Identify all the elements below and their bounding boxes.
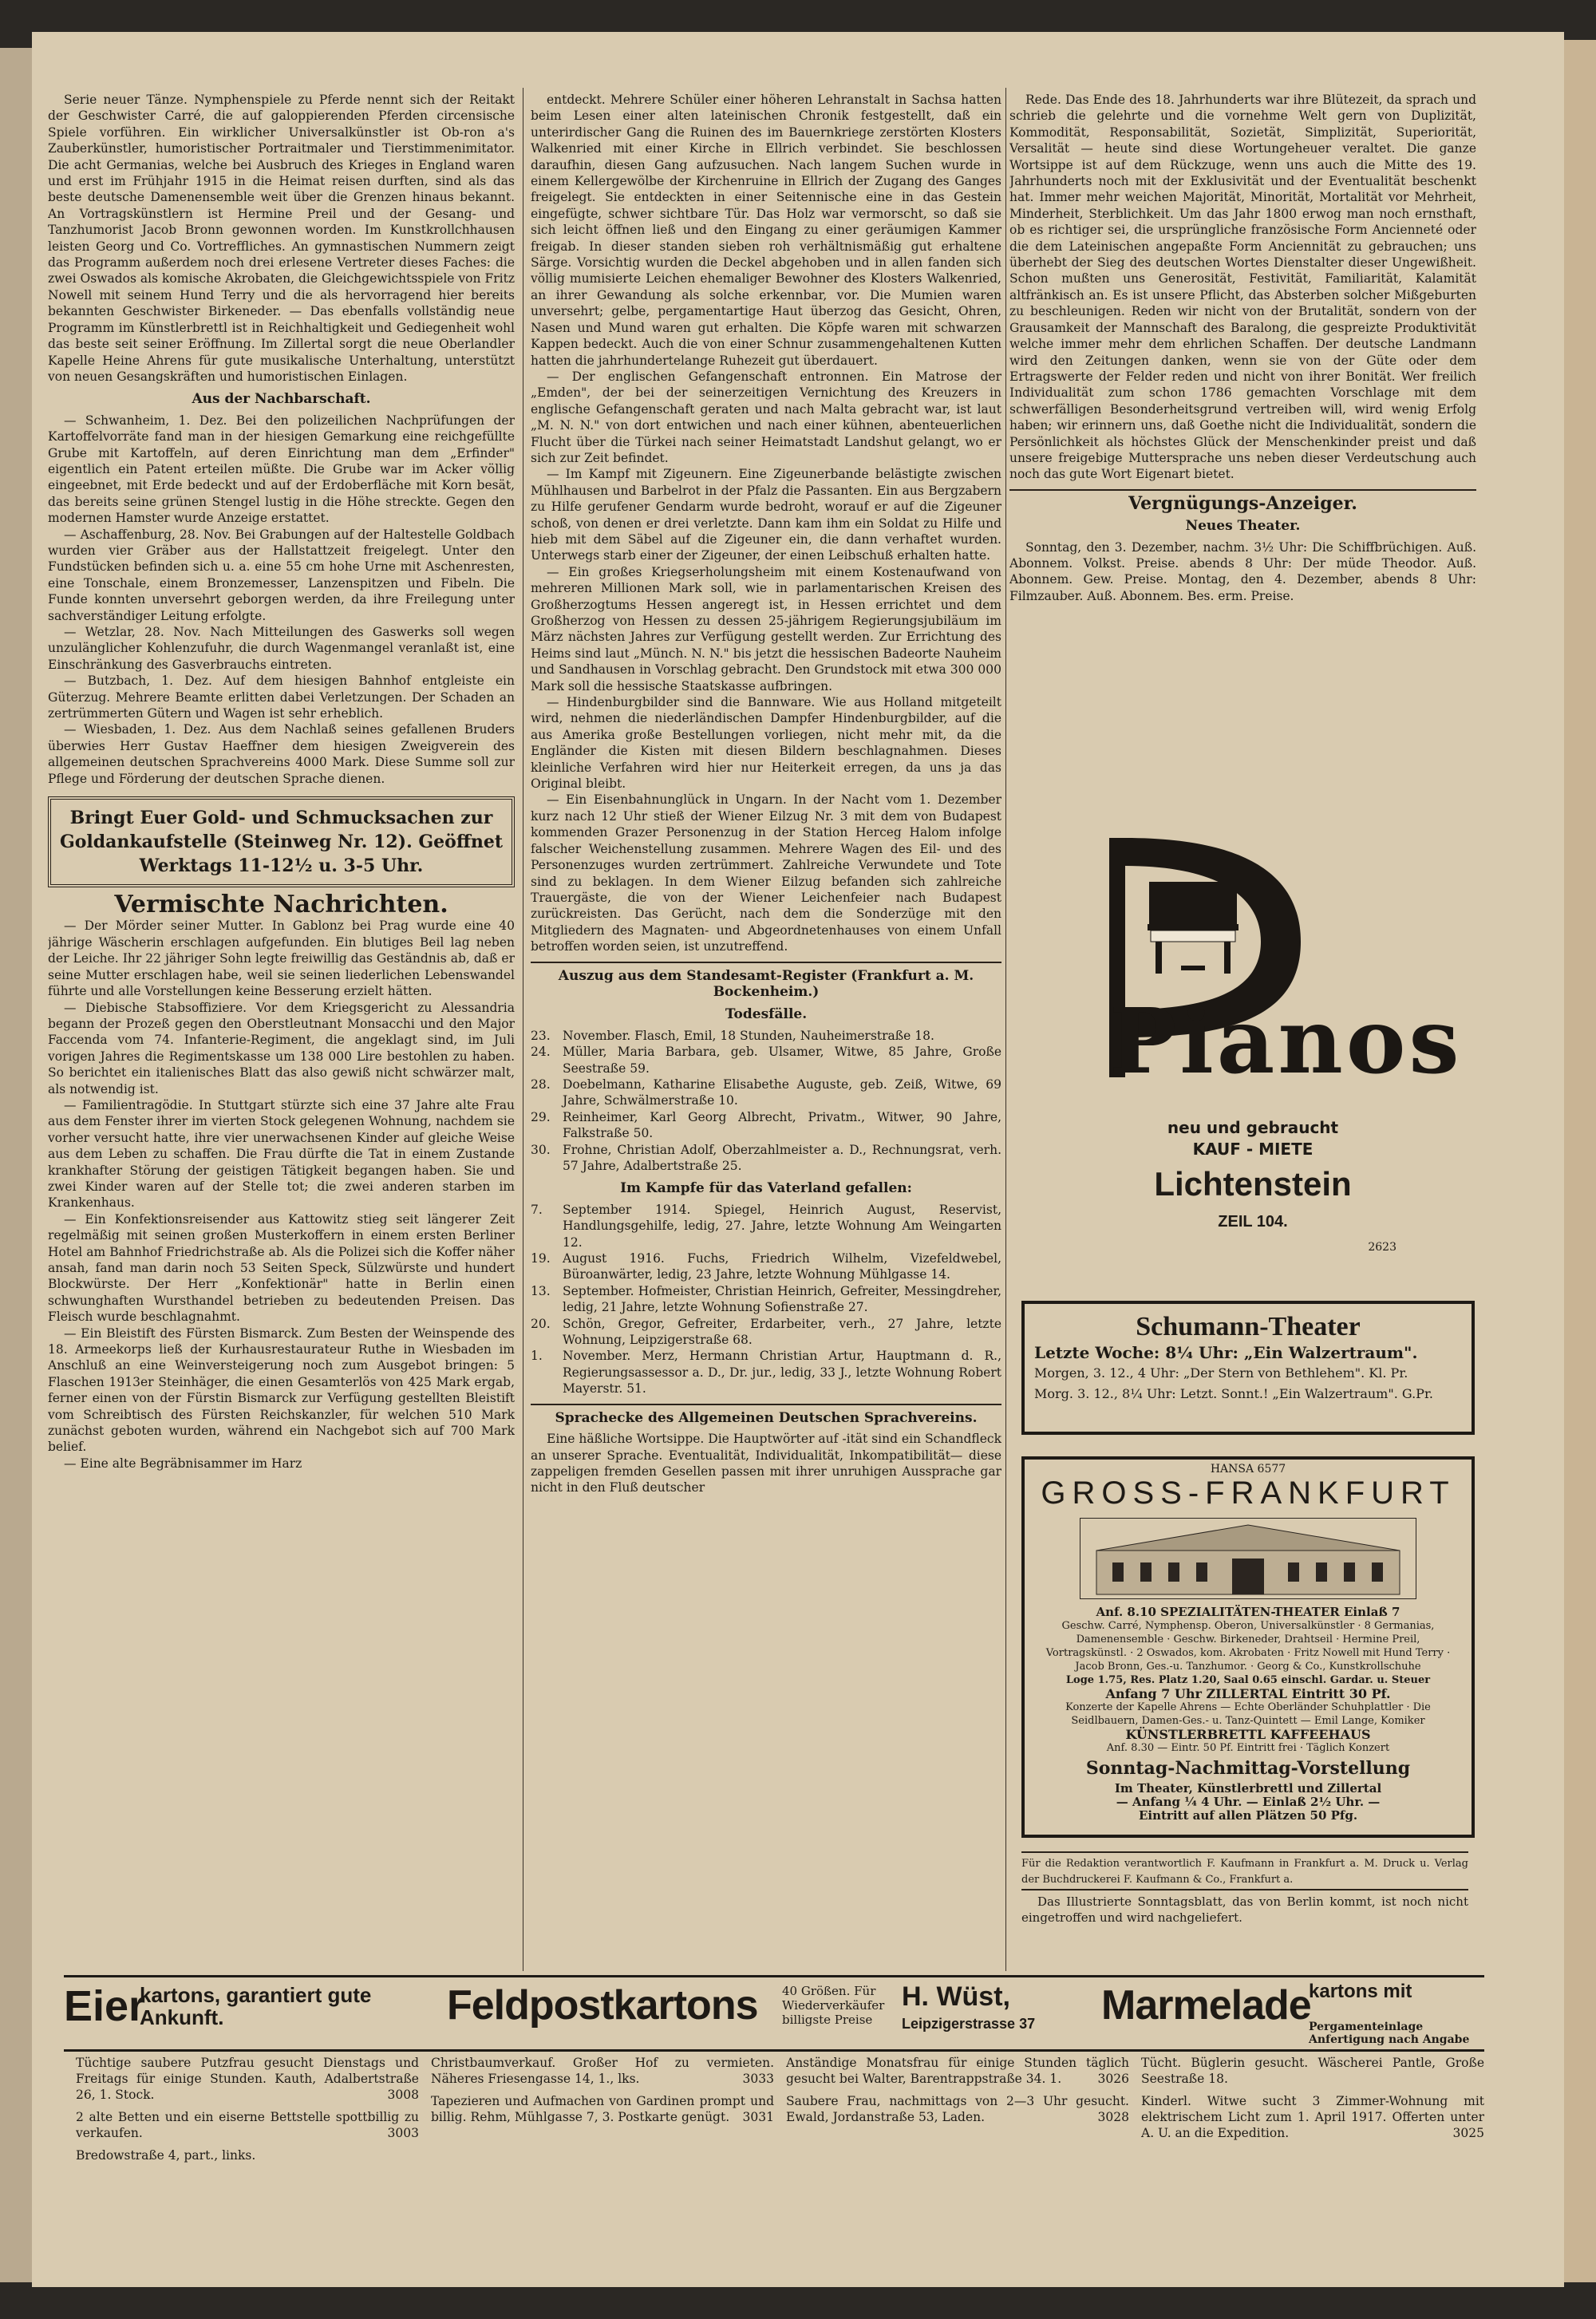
article-text: — Ein Eisenbahnunglück in Ungarn. In der Nacht vom 1. Dezember kurz nach 12 Uhr stieß der Wiener Eilzug Nr. 3 mit dem von Budapest kommenden Grazer Personenzug in der Station Herceg Halom infolge falscher Weichenstellung zusammen. Mehrere Wagen des Eil- und des Personenzuges wurden zertrümmert. Zahlreiche Verwundete und Tote sind zu beklagen. In dem Wiener Eilzug befanden sich zahlreiche Trauergäste, die von der Wiener Leichenfeier nach Budapest zurückreisten. Das Gerücht, nach dem die Sonderzüge mit den Mitgliedern des Magnaten- und Abgeordnetenhauses von einem Unfall betroffen worden seien, ist unzutreffend. — [531, 792, 1001, 954]
ad-title: Schumann-Theater — [1136, 1312, 1361, 1341]
ad-highlight: Sonntag-Nachmittag-Vorstellung — [1085, 1758, 1411, 1779]
classified-text: Tapezieren und Aufmachen von Gardinen prompt und billig. Rehm, Mühlgasse 7, 3. Postkarte genügt. — [431, 2094, 774, 2124]
kartons-text-2: kartons mit — [1309, 1981, 1412, 2002]
article-text: — Ein großes Kriegserholungsheim mit einem Kostenaufwand von mehreren Millionen Mark soll, wie in parlamentarischen Kreisen des Großherzogtums Hessen angeregt ist, in Hessen errichtet und dem Großherzog von Hessen zu dessen 25-jährigem Regierungsjubiläum im März nächsten Jahres zur Verfügung gestellt werden. Zur Errichtung des Heims sind laut „Münch. N. N." bis jetzt die hessischen Badeorte Nauheim und Sandhausen in Vorschlag gebracht. Den Grundstock mit etwa 300 000 Mark soll die hessische Staatskasse aufbringen. — [531, 564, 1001, 693]
eier-word: Eier — [64, 1982, 146, 2030]
list-item — [531, 1348, 1001, 1397]
list-date: 24. — [531, 1045, 551, 1060]
list-item — [531, 1316, 1001, 1349]
classified-text: Tücht. Büglerin gesucht. Wäscherei Pantle, Große Seestraße 18. — [1141, 2056, 1484, 2086]
ad-number: 3033 — [742, 2072, 774, 2086]
section-heading: Im Kampfe für das Vaterland gefallen: — [620, 1180, 912, 1197]
fallen-list — [531, 1202, 1001, 1397]
piano-line: neu und gebraucht — [1167, 1118, 1339, 1137]
article-text: — Der Mörder seiner Mutter. In Gablonz bei Prag wurde eine 40 jährige Wäscherin erschlagen aufgefunden. Ein blutiges Beil lag neben der Leiche. Ihr 22 jähriger Sohn legte freiwillig das Geständnis ab, daß er seine Mutter erschlagen habe, weil sie seinen liederlichen Lebenswandel führte und alle Vorstellungen keine Besserung erzielt hätten. — [48, 919, 515, 999]
list-text: Frohne, Christian Adolf, Oberzahlmeister a. D., Rechnungsrat, verh. 57 Jahre, Adalbertstraße 25. — [563, 1142, 1001, 1173]
classified-text: Christbaumverkauf. Großer Hof zu vermieten. Näheres Friesengasse 14, 1., lks. — [431, 2056, 774, 2086]
list-date: 30. — [531, 1142, 551, 1157]
article-text: Das Illustrierte Sonntagsblatt, das von Berlin kommt, ist noch nicht eingetroffen und wird nachgeliefert. — [1021, 1889, 1468, 1926]
marmelade-word: Marmelade — [1101, 1982, 1311, 2029]
section-heading: Auszug aus dem Standesamt-Register (Frankfurt a. M. Bockenheim.) — [531, 962, 1001, 1001]
left-page-edge — [0, 48, 32, 2282]
kartons-text: kartons, garantiert gute Ankunft. — [140, 1983, 372, 2029]
list-date: 28. — [531, 1077, 551, 1092]
classified-text: Tüchtige saubere Putzfrau gesucht Dienstags und Freitags für einige Stunden. Kauth, Adalbertstraße 26, 1. Stock. — [76, 2056, 419, 2102]
ad-line: — Anfang ¼ 4 Uhr. — Einlaß 2½ Uhr. — — [1116, 1795, 1381, 1809]
classified-block — [76, 2055, 419, 2238]
list-text: November. Merz, Hermann Christian Artur, Hauptmann d. R., Regierungsassessor a. D., Dr. jur., ledig, 33 J., letzte Wohnung Robert Mayerstr. 51. — [563, 1349, 1001, 1397]
piano-line: KAUF - MIETE — [1192, 1140, 1314, 1159]
section-heading: Vergnügungs-Anzeiger. — [1009, 489, 1476, 512]
section-heading: Neues Theater. — [1185, 518, 1301, 535]
column-rule — [1005, 88, 1006, 1971]
ad-line: Anf. 8.30 — Eintr. 50 Pf. Eintritt frei · Täglich Konzert — [1106, 1742, 1390, 1754]
classified-ad — [431, 2055, 774, 2087]
ad-line: Anf. 8.10 SPEZIALITÄTEN-THEATER Einlaß 7 — [1096, 1605, 1400, 1619]
article-text: — Wetzlar, 28. Nov. Nach Mitteilungen des Gaswerks soll wegen unzulänglicher Kohlenzufuhr, die durch Wagenmangel veranlaßt ist, eine Einschränkung des Gasverbrauchs eintreten. — [48, 625, 515, 672]
classified-ad — [431, 2093, 774, 2125]
list-item — [531, 1202, 1001, 1250]
article-text: Rede. Das Ende des 18. Jahrhunderts war ihre Blütezeit, da sprach und schrieb die gelehrte und die vornehme Welt gern von Duplizität, Kommodität, Responsabilität, Sozietät, Simplizität, Superiorität, Versalität — heute sind diese Wortungeheuer veraltet. Die ganze Wortsippe ist auf dem Rückzuge, wenn uns auch die Mitte des 19. Jahrhunderts noch mit der Exklusivität und der Eventualität beschenkt hat. Immer mehr weichen Majorität, Minorität, Mortalität vor Mehrheit, Minderheit, Sterblichkeit. Um das Jahr 1800 erwog man noch ernsthaft, ob es richtiger sei, die ursprüngliche französische Form Ancienneté oder die dem Lateinischen angepaßte Form Anciennität zu gebrauchen; uns überhebt der Sieg des deutschen Wortes Dienstalter dieser Ungewißheit. Schon mußten uns Generosität, Festivität, Familiarität, Kalamität altfränkisch an. Es ist unsere Pflicht, das Absterben solcher Mißgeburten zu beschleunigen. Reden wir nicht von der Brutalität, sondern von der Grausamkeit der Mannschaft des Baralong, die gespreizte Produktivität welche immer mehr dem ehrlichen Schaffen. Der deutsche Landmann wird den Zeitungen danken, wenn sie von der Güte oder dem Ertragswerte der Felder reden und nicht von ihrer Bonität. Wer freilich Individualität zum schon 1786 gemachten Vorschlage mit dem schwerfälligen Besonderheitsgrund vertreiben will, wird wenig Erfolg haben; wir erinnern uns, daß Goethe nicht die Individualität, sondern die Persönlichkeit als höchstes Glück der Menschenkinder preist und daß unsere freigebige Muttersprache uns neben dieser Verdeutschung auch noch das gute Wort Eigenart bietet. — [1009, 93, 1476, 482]
ad-number: 3026 — [1097, 2072, 1129, 2086]
piano-wordmark: Pianos — [1109, 990, 1463, 1094]
ad-number: 3031 — [742, 2110, 774, 2124]
ad-number: 3008 — [387, 2088, 419, 2102]
piano-address: ZEIL 104. — [1218, 1213, 1288, 1231]
column-1 — [48, 92, 515, 1967]
building-illustration — [1080, 1518, 1416, 1599]
column-2 — [531, 92, 1001, 1967]
article-text: — Ein Bleistift des Fürsten Bismarck. Zum Besten der Weinspende des 18. Armeekorps ließ der Kurhausrestaurateur Ruthe in Wiesbaden im Anschluß an eine Weinversteigerung noch zum Ausgebot bringen: 5 Flaschen 1913er Steinhäger, die einen Gesamterlös von 425 Mark ergab, ferner einen von der Fürstin Bismarck zur Verfügung gestellten Bleistift vom Schreibtisch des Fürsten Reichskanzler, für welchen 510 Mark zunächst geboten wurden, während ein Nachgebot sich auf 700 Mark belief. — [48, 1325, 515, 1455]
article-text: — Der englischen Gefangenschaft entronnen. Ein Matrose der „Emden", der bei der seinerzeitigen Vernichtung des Kreuzers in englische Gefangenschaft geraten und nach Malta gebracht war, ist laut „M. N. N." von dort entwichen und nach einer kühnen, abenteuerlichen Flucht über die Türkei nach seiner Heimatstadt Landshut gelangt, wo er sich zur Zeit befindet. — [531, 369, 1001, 465]
section-heading: Vermischte Nachrichten. — [114, 891, 448, 919]
list-text: September 1914. Spiegel, Heinrich August, Reservist, Handlungsgehilfe, ledig, 27. Jahre, letzte Wohnung Am Weingarten 12. — [563, 1202, 1001, 1250]
piano-advertisement — [1061, 822, 1463, 1254]
classified-text: Bredowstraße 4, part., links. — [76, 2148, 256, 2163]
list-text: August 1916. Fuchs, Friedrich Wilhelm, Vizefeldwebel, Büroanwärter, ledig, 23 Jahre, letzte Wohnung Mühlgasse 14. — [563, 1251, 1001, 1282]
classified-text: Anständige Monatsfrau für einige Stunden täglich gesucht bei Walter, Barentrappstraße 34. 1. — [786, 2056, 1129, 2086]
ad-title: GROSS-FRANKFURT — [1041, 1476, 1456, 1511]
piano-subtitle — [1061, 1117, 1444, 1160]
list-date: 7. — [531, 1202, 543, 1217]
article-text: — Im Kampf mit Zigeunern. Eine Zigeunerbande belästigte zwischen Mühlhausen und Barbelrot in der Pfalz die Passanten. Ein aus Bergzabern zu Hilfe gerufener Gendarm wurde bedroht, worauf er auf die Zigeuner schoß, von denen er drei verletzte. Dann kam ihm ein Soldat zu Hilfe und hieb mit dem Säbel auf die Zigeuner ein, die dann verhaftet wurden. Unterwegs starb einer der Zigeuner, der einen Leibschuß erhalten hatte. — [531, 467, 1001, 563]
classified-ad — [1141, 2093, 1484, 2141]
death-list — [531, 1028, 1001, 1175]
ad-line: Loge 1.75, Res. Platz 1.20, Saal 0.65 einschl. Gardar. u. Steuer — [1065, 1674, 1431, 1686]
ad-line: Morgen, 3. 12., 4 Uhr: „Der Stern von Bethlehem". Kl. Pr. — [1034, 1365, 1408, 1381]
list-text: Schön, Gregor, Gefreiter, Erdarbeiter, verh., 27 Jahre, letzte Wohnung, Leipzigerstraße 68. — [563, 1316, 1001, 1348]
list-text: November. Flasch, Emil, 18 Stunden, Nauheimerstraße 18. — [563, 1028, 934, 1043]
classified-ad — [76, 2147, 419, 2163]
article-text: — Butzbach, 1. Dez. Auf dem hiesigen Bahnhof entgleiste ein Güterzug. Mehrere Beamte erlitten dabei Verletzungen. Der Schaden an zertrümmerten Gütern und Wagen ist sehr erheblich. — [48, 674, 515, 721]
classified-text: Saubere Frau, nachmittags von 2—3 Uhr gesucht. Ewald, Jordanstraße 53, Laden. — [786, 2094, 1129, 2124]
list-date: 29. — [531, 1109, 551, 1124]
ad-number: 3028 — [1097, 2110, 1129, 2124]
classified-block — [1141, 2055, 1484, 2238]
classified-ad — [76, 2055, 419, 2103]
ad-number: 3003 — [387, 2126, 419, 2140]
impressum: Für die Redaktion verantwortlich F. Kaufmann in Frankfurt a. M. Druck u. Verlag der Buchdruckerei F. Kaufmann & Co., Frankfurt a. — [1021, 1851, 1468, 1889]
list-text: Reinheimer, Karl Georg Albrecht, Privatm., Witwer, 90 Jahre, Falkstraße 50. — [563, 1109, 1001, 1141]
company-name: H. Wüst, — [902, 1981, 1010, 2012]
classified-ad — [786, 2093, 1129, 2125]
ad-line: Konzerte der Kapelle Ahrens — Echte Oberländer Schuhplattler · Die Seidlbauern, Damen-Ges.- u. Tanz-Quintett — Emil Lange, Komiker — [1065, 1701, 1431, 1727]
list-date: 20. — [531, 1316, 551, 1331]
company-address: Leipzigerstrasse 37 — [902, 2016, 1036, 2032]
section-heading: Aus der Nachbarschaft. — [192, 391, 371, 408]
gross-frankfurt-ad — [1021, 1456, 1475, 1838]
column-3 — [1009, 92, 1476, 730]
list-date: 1. — [531, 1349, 543, 1364]
pergament-text: Pergamenteinlage Anfertigung nach Angabe — [1309, 2021, 1470, 2046]
classified-ad — [1141, 2055, 1484, 2087]
list-item — [531, 1250, 1001, 1283]
list-item — [531, 1077, 1001, 1109]
classified-text: Kinderl. Witwe sucht 3 Zimmer-Wohnung mit elektrischem Licht zum 1. April 1917. Offerten unter A. U. an die Expedition. — [1141, 2094, 1484, 2140]
sizes-text: 40 Größen. Für Wiederverkäufer billigste Preise — [782, 1984, 885, 2027]
footer-ad-strip — [64, 1975, 1484, 2052]
classified-ad — [786, 2055, 1129, 2087]
article-text: — Familientragödie. In Stuttgart stürzte sich eine 37 Jahre alte Frau aus dem Fenster ihrer im vierten Stock gelegenen Wohnung, nachdem sie vorher versucht hatte, ihre vier unerwachsenen Kinder auf gleiche Weise aus dem Leben zu schaffen. Die Frau dürfte die Tat in einem Zustande krankhafter Störung der geistigen Tätigkeit begangen haben. Sie und zwei Kinder waren auf der Stelle tot; die zwei anderen starben im Krankenhaus. — [48, 1097, 515, 1211]
classified-text: 2 alte Betten und ein eiserne Bettstelle spottbillig zu verkaufen. — [76, 2110, 419, 2140]
list-item — [531, 1044, 1001, 1077]
article-text: entdeckt. Mehrere Schüler einer höheren Lehranstalt in Sachsa hatten beim Lesen einer alten lateinischen Chronik festgestellt, daß ein unterirdischer Gang die Ruinen des im Bauernkriege zerstörten Klosters Walkenried mit einer Kirche in Ellrich verbindet. Sie beschlossen daraufhin, diesen Gang aufzusuchen. Nach langem Suchen wurde in einem Kellergewölbe der Kirchenruine in Ellrich der Zugang des Ganges freigelegt. Sie entdeckten in einer Seitennische eine in das Gestein eingefügte, schwer sichtbare Tür. Das Holz war vermorscht, so daß sie sich leicht öffnen ließ und den Eingang zu einer geräumigen Kammer freigab. In dieser standen sieben roh verhältnismäßig gut erhaltene Särge. Vorsichtig wurden die Deckel abgehoben und in allen fanden sich völlig mumisierte Leichen ehemaliger Bewohner des Klosters Walkenried, an ihrer Gewandung als solche erkennbar, vor. Die Mumien waren unversehrt; gelbe, pergamentartige Haut überzog das Gesicht, Ohren, Nasen und Mund waren gut erhalten. Die Köpfe waren mit schwarzen Kappen bedeckt. Auch die von einer Schnur zusammengehaltenen Kutten hatten die jahrhundertelange Ruhezeit gut überdauert. — [531, 93, 1001, 368]
piano-shop-name: Lichtenstein — [1154, 1165, 1352, 1203]
classified-block — [431, 2055, 774, 2238]
classified-block — [786, 2055, 1129, 2238]
list-text: September. Hofmeister, Christian Heinrich, Gefreiter, Messingdreher, ledig, 21 Jahre, letzte Wohnung Sofienstraße 27. — [563, 1283, 1001, 1315]
article-text: — Diebische Stabsoffiziere. Vor dem Kriegsgericht zu Alessandria begann der Prozeß gegen den Oberstleutnant Monsacchi und den Major Faccenda vom 74. Infanterie-Regiment, die angeklagt sind, im Juli vorigen Jahres die Regimentskasse um 138 000 Lire bestohlen zu haben. So berichtet ein italienisches Blatt das also gewiß nicht schwärzer malt, als notwendig ist. — [48, 1000, 515, 1096]
article-text: — Ein Konfektionsreisender aus Kattowitz stieg seit längerer Zeit regelmäßig mit seinen großen Musterkoffern in einem ersten Berliner Hotel am Bahnhof Friedrichstraße ab. Als die Polizei sich die Koffer näher ansah, fand man darin noch 53 Seiten Speck, Sülzwürste und hundert Blockwürste. Der Herr „Konfektionär" hatte in Berlin einen schwunghaften Wursthandel betrieben zu bedeutenden Preisen. Das Fleisch wurde beschlagnahmt. — [48, 1211, 515, 1325]
article-text: — Schwanheim, 1. Dez. Bei den polizeilichen Nachprüfungen der Kartoffelvorräte fand man in der hiesigen Gemarkung eine reichgefüllte Grube mit Kartoffeln, auf deren Einrichtung man dem „Erfinder" eigentlich ein Patent erteilen müßte. Die Grube war im Acker völlig eingeebnet, mit Erde bedeckt und auf der Erdoberfläche mit Korn besät, das bereits seine grünen Stengel lustig in die Höhe streckte. Gegen den modernen Hamster wurde Anzeige erstattet. — [48, 413, 515, 526]
ad-line: Morg. 3. 12., 8¼ Uhr: Letzt. Sonnt.! „Ein Walzertraum". G.Pr. — [1034, 1386, 1433, 1401]
article-text: — Wiesbaden, 1. Dez. Aus dem Nachlaß seines gefallenen Bruders überwies Herr Gustav Haeffner dem hiesigen Zweigverein des allgemeinen deutschen Sprachvereins 4000 Mark. Diese Summe soll zur Pflege und Förderung der deutschen Sprache dienen. — [48, 722, 515, 786]
list-item — [531, 1109, 1001, 1142]
list-date: 19. — [531, 1251, 551, 1266]
list-text: Doebelmann, Katharine Elisabethe Auguste, geb. Zeiß, Witwe, 69 Jahre, Schwälmerstraße 10. — [563, 1077, 1001, 1108]
ad-line: KÜNSTLERBRETTL KAFFEEHAUS — [1125, 1727, 1371, 1742]
list-item — [531, 1142, 1001, 1175]
impressum-block — [1021, 1851, 1468, 1971]
schumann-theater-ad — [1021, 1301, 1475, 1435]
article-text: — Hindenburgbilder sind die Bannware. Wie aus Holland mitgeteilt wird, nehmen die niederländischen Dampfer Hindenburgbilder, auf die aus Amerika große Bestellungen vorliegen, nicht mehr mit, da die Engländer die Kisten mit diesen Bildern beschlagnahmen. Dieses kleinliche Verfahren wird hier nur Heiterkeit erregen, da uns ja das Original bleibt. — [531, 695, 1001, 792]
list-item — [531, 1028, 1001, 1044]
article-text: Serie neuer Tänze. Nymphenspiele zu Pferde nennt sich der Reitakt der Geschwister Carré, die auf galoppierenden Pferden circensische Spiele vorführen. Ein wirklicher Universalkünstler ist Ob-ron a's Zauberkünstler, humoristischer Portraitmaler und Tierstimmenimitator. Die acht Germanias, welche bei Ausbruch des Krieges in England waren und erst im Frühjahr 1915 in die Heimat reisen durften, sind als das beste deutsche Damenensemble weit über die Grenzen hinaus bekannt. An Vortragskünstlern ist Hermine Preil und der Gesang- und Tanzhumorist Jacob Bronn gewonnen worden. Im Kunstkrollchhausen leisten Georg und Co. Vortreffliches. An gymnastischen Nummern zeigt das Programm außerdem noch drei erlesene Vertreter dieses Faches: die zwei Oswados als komische Akrobaten, die Gleichgewichtsspiele von Fritz Nowell mit seinem Hund Terry und die als hervorragend hier bereits bekannten Geschwister Birkeneder. — Das ebenfalls vollständig neue Programm im Künstlerbrettl ist in Reichhaltigkeit und Gediegenheit wohl das beste seit seiner Eröffnung. Im Zillertal sorgt die neue Oberlandler Kapelle Heine Ahrens für gute musikalische Unterhaltung, unterstützt von neuen Gesangskräften und humoristischen Einlagen. — [48, 93, 515, 384]
list-date: 23. — [531, 1028, 551, 1043]
ad-number: 3025 — [1452, 2126, 1484, 2140]
ad-line: Letzte Woche: 8¼ Uhr: „Ein Walzertraum". — [1034, 1343, 1418, 1362]
building-drawing — [1080, 1519, 1416, 1598]
right-page-edge — [1564, 40, 1596, 2282]
article-text: Eine häßliche Wortsippe. Die Hauptwörter auf -ität sind ein Schandfleck an unserer Sprache. Eventualität, Individualität, Inkompatibilität— diese zappeligen fremden Gesellen passen mit ihrer unruhigen Aussprache gar nicht in den Fluß deutscher — [531, 1432, 1001, 1495]
list-date: 13. — [531, 1283, 551, 1298]
ad-line: Eintritt auf allen Plätzen 50 Pfg. — [1138, 1808, 1358, 1823]
article-text: Sonntag, den 3. Dezember, nachm. 3½ Uhr: Die Schiffbrüchigen. Auß. Abonnem. Volkst. Preise. abends 8 Uhr: Der müde Theodor. Auß. Abonnem. Gew. Preise. Montag, den 4. Dezember, abends 8 Uhr: Filmzauber. Auß. Abonnem. Bes. erm. Preise. — [1009, 539, 1476, 603]
ad-line: Im Theater, Künstlerbrettl und Zillertal — [1114, 1781, 1382, 1796]
article-text: — Aschaffenburg, 28. Nov. Bei Grabungen auf der Haltestelle Goldbach wurden vier Gräber aus der Hallstattzeit freigelegt. Unter den Fundstücken befinden sich u. a. eine 55 cm hohe Urne mit Aschenresten, eine Tonschale, einem Bronzemesser, Lanzenspitzen und Fibeln. Die Funde konnten unversehrt geborgen werden, da ihre Freilegung unter sachverständiger Leitung erfolgte. — [48, 527, 515, 623]
ad-number: 2623 — [1368, 1241, 1396, 1254]
ad-line: Anfang 7 Uhr ZILLERTAL Eintritt 30 Pf. — [1105, 1686, 1391, 1701]
phone-number: HANSA 6577 — [1210, 1463, 1286, 1476]
list-text: Müller, Maria Barbara, geb. Ulsamer, Witwe, 85 Jahre, Große Seestraße 59. — [563, 1045, 1001, 1076]
classified-ad — [76, 2109, 419, 2141]
section-heading: Todesfälle. — [725, 1006, 808, 1023]
feldpost-word: Feldpostkartons — [447, 1982, 758, 2029]
article-text: — Eine alte Begräbnisammer im Harz — [64, 1456, 302, 1471]
ad-line: Geschw. Carré, Nymphensp. Oberon, Universalkünstler · 8 Germanias, Damenensemble · Geschw. Birkeneder, Drahtseil · Hermine Preil, Vortragskünstl. · 2 Oswados, kom. Akrobaten · Fritz Nowell mit Hund Terry · Jacob Bronn, Ges.-u. Tanzhumor. · Georg & Co., Kunstkrollschuhe — [1045, 1620, 1451, 1673]
section-heading: Sprachecke des Allgemeinen Deutschen Sprachvereins. — [531, 1404, 1001, 1426]
gold-notice-box: Bringt Euer Gold- und Schmucksachen zur Goldankaufstelle (Steinweg Nr. 12). Geöffnet Werktags 11-12½ u. 3-5 Uhr. — [48, 796, 515, 887]
list-item — [531, 1283, 1001, 1316]
